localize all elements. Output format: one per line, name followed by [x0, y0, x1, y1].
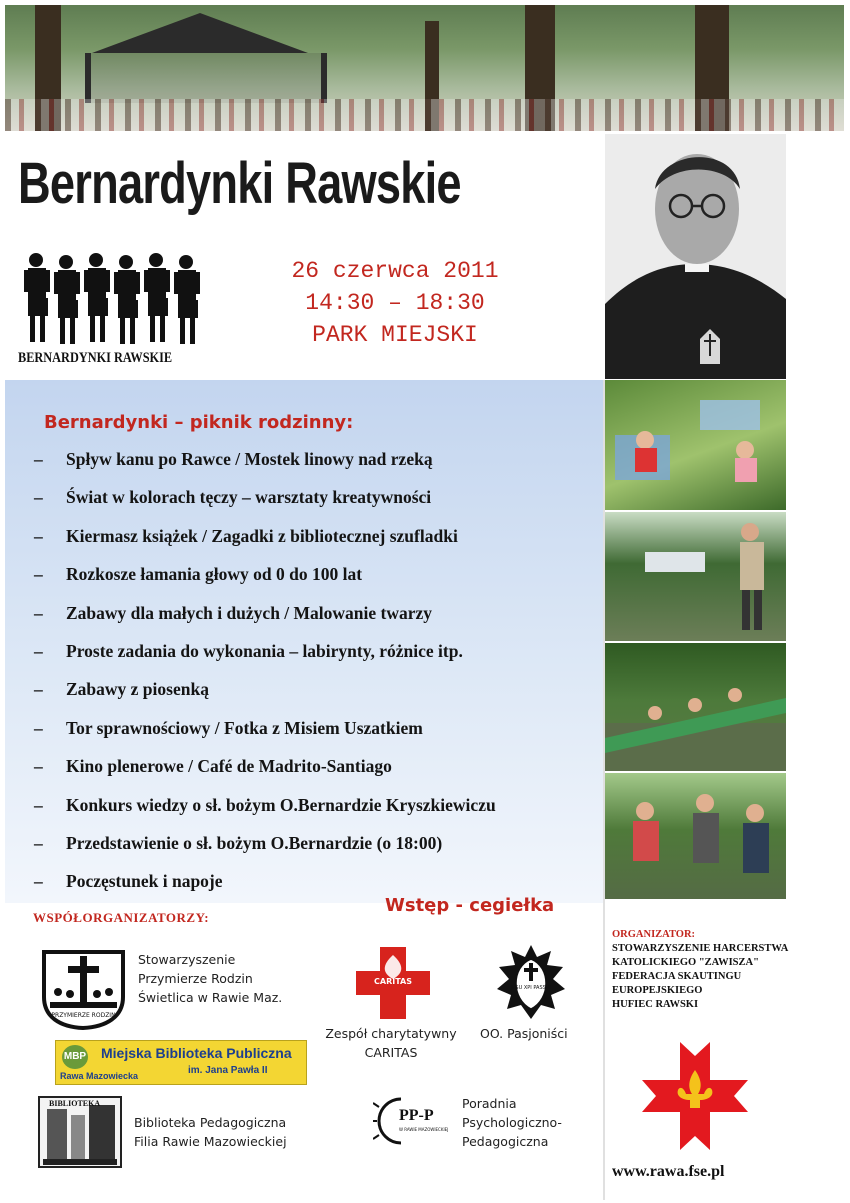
pasjonisci-text: OO. Pasjoniści: [480, 1026, 568, 1041]
list-item: – Konkurs wiedzy o sł. bożym O.Bernardzie Kryszkiewiczu: [34, 794, 496, 815]
priest-portrait-icon: [605, 134, 786, 379]
mbp-badge: MBP: [62, 1045, 88, 1069]
canoe-photo: [605, 643, 786, 771]
list-item: – Kiermasz książek / Zagadki z bibliotecznej szufladki: [34, 525, 458, 546]
entry-fee: Wstęp - cegiełka: [385, 895, 555, 916]
list-item: – Proste zadania do wykonania – labirynty, różnice itp.: [34, 640, 463, 661]
portrait-photo: [605, 134, 786, 379]
list-item: – Poczęstunek i napoje: [34, 871, 223, 892]
biblioteka-pedagogiczna-logo: BIBLIOTEKA: [35, 1093, 125, 1171]
poradnia-text: Poradnia Psychologiczno- Pedagogiczna: [462, 1096, 562, 1149]
logo-caption: BERNARDYNKI RAWSKIE: [18, 350, 173, 366]
organizer-block: ORGANIZATOR: STOWARZYSZENIE HARCERSTWA KATOLICKIEGO "ZAWISZA" FEDERACJA SKAUTINGU EUROPEJSKIEGO HUFIEC RAWSKI: [612, 928, 792, 1012]
website-link[interactable]: www.rawa.fse.pl: [612, 1163, 725, 1180]
list-item: – Kino plenerowe / Café de Madrito-Santiago: [34, 756, 392, 777]
bernardynki-logo: [16, 250, 216, 372]
caritas-text: Zespół charytatywny CARITAS: [325, 1026, 457, 1060]
program-heading: Bernardynki – piknik rodzinny:: [44, 412, 354, 433]
photo-strip: [605, 380, 786, 899]
park-photo-banner: [5, 5, 844, 131]
mbp-logo: MBP Miejska Biblioteka Publiczna im. Jana Pawła II Rawa Mazowiecka: [55, 1040, 307, 1085]
list-item: – Zabawy z piosenką: [34, 679, 209, 700]
activities-list: [34, 440, 599, 901]
list-item: – Świat w kolorach tęczy – warsztaty kreatywności: [34, 487, 432, 508]
event-place: PARK MIEJSKI: [312, 322, 478, 348]
list-item: – Przedstawienie o sł. bożym O.Bernardzie (o 18:00): [34, 832, 443, 853]
poradnia-logo: PP-P W RAWIE MAZOWIECKIEJ: [373, 1093, 458, 1148]
przymierze-rodzin-logo: PRZYMIERZE RODZIN: [36, 942, 131, 1030]
outdoor-photo: [605, 773, 786, 899]
pasjonisci-logo: JESU XPI PASSIO: [493, 943, 569, 1021]
list-item: – Spływ kanu po Rawce / Mostek linowy nad rzeką: [34, 449, 433, 469]
event-info: [255, 255, 535, 351]
list-item: – Tor sprawnościowy / Fotka z Misiem Uszatkiem: [34, 717, 423, 738]
scouts-photo: [605, 512, 786, 641]
dancing-scouts-icon: [16, 250, 206, 350]
przymierze-rodzin-text: Stowarzyszenie Przymierze Rodzin Świetlica w Rawie Maz.: [138, 952, 283, 1005]
page-title: Bernardynki Rawskie: [18, 151, 461, 216]
event-date: 26 czerwca 2011: [291, 258, 499, 284]
list-item: – Rozkosze łamania głowy od 0 do 100 lat: [34, 564, 363, 585]
list-item: – Zabawy dla małych i dużych / Malowanie twarzy: [34, 602, 433, 623]
picnic-photo: [605, 380, 786, 510]
event-time: 14:30 – 18:30: [305, 290, 485, 316]
fse-cross-icon: [640, 1040, 750, 1152]
caritas-logo: CARITAS: [352, 943, 434, 1023]
biblioteka-pedagogiczna-text: Biblioteka Pedagogiczna Filia Rawie Mazowieckiej: [134, 1115, 287, 1149]
coorganizers-label: WSPÓŁORGANIZATORZY:: [33, 910, 210, 925]
organizer-label: ORGANIZATOR:: [612, 929, 696, 940]
